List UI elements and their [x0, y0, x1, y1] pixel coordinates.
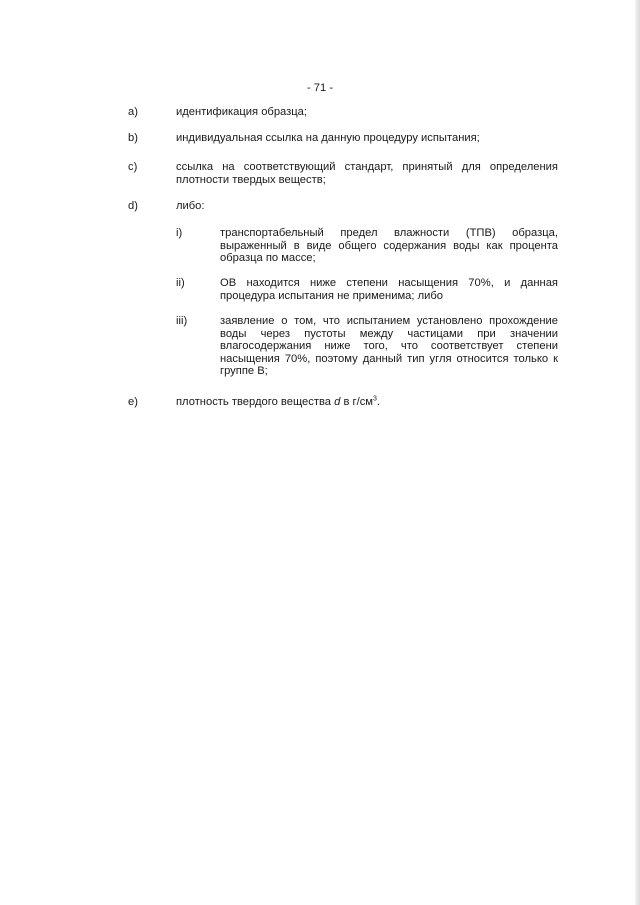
sublist-item-text: заявление о том, что испытанием установлено прохождение воды через пустоты между частицами при значении влагосодержания ниже того, что соответствует степени насыщения 70%, поэтому данный тип угля относится только к группе B; [220, 315, 558, 378]
list-marker: d) [128, 200, 138, 212]
sublist-marker: iii) [176, 315, 188, 327]
sublist-item-text: ОВ находится ниже степени насыщения 70%, и данная процедура испытания не применима; либо [220, 277, 558, 302]
list-marker: b) [128, 132, 138, 144]
list-item-text: плотность твердого вещества d в $г/см^3$. [176, 395, 381, 408]
superscript: 3 [373, 395, 377, 403]
sublist-marker: ii) [176, 277, 185, 289]
variable-d: d [334, 396, 341, 408]
list-marker: e) [128, 396, 138, 408]
page-number: - 71 - [306, 82, 334, 94]
list-marker: c) [128, 161, 138, 173]
list-item-text: индивидуальная ссылка на данную процедуру испытания; [176, 132, 480, 144]
list-item-text: либо: [176, 200, 205, 212]
sublist-item-text: транспортабельный предел влажности (ТПВ) образца, выраженный в виде общего содержания воды как процента образца по массе; [220, 227, 558, 265]
page-edge-shadow [635, 0, 640, 905]
list-item-text: ссылка на соответствующий стандарт, принятый для определения плотности твердых веществ; [176, 161, 558, 187]
sublist-marker: i) [176, 227, 183, 239]
list-marker: a) [128, 106, 138, 118]
list-item-text: идентификация образца; [176, 106, 308, 118]
